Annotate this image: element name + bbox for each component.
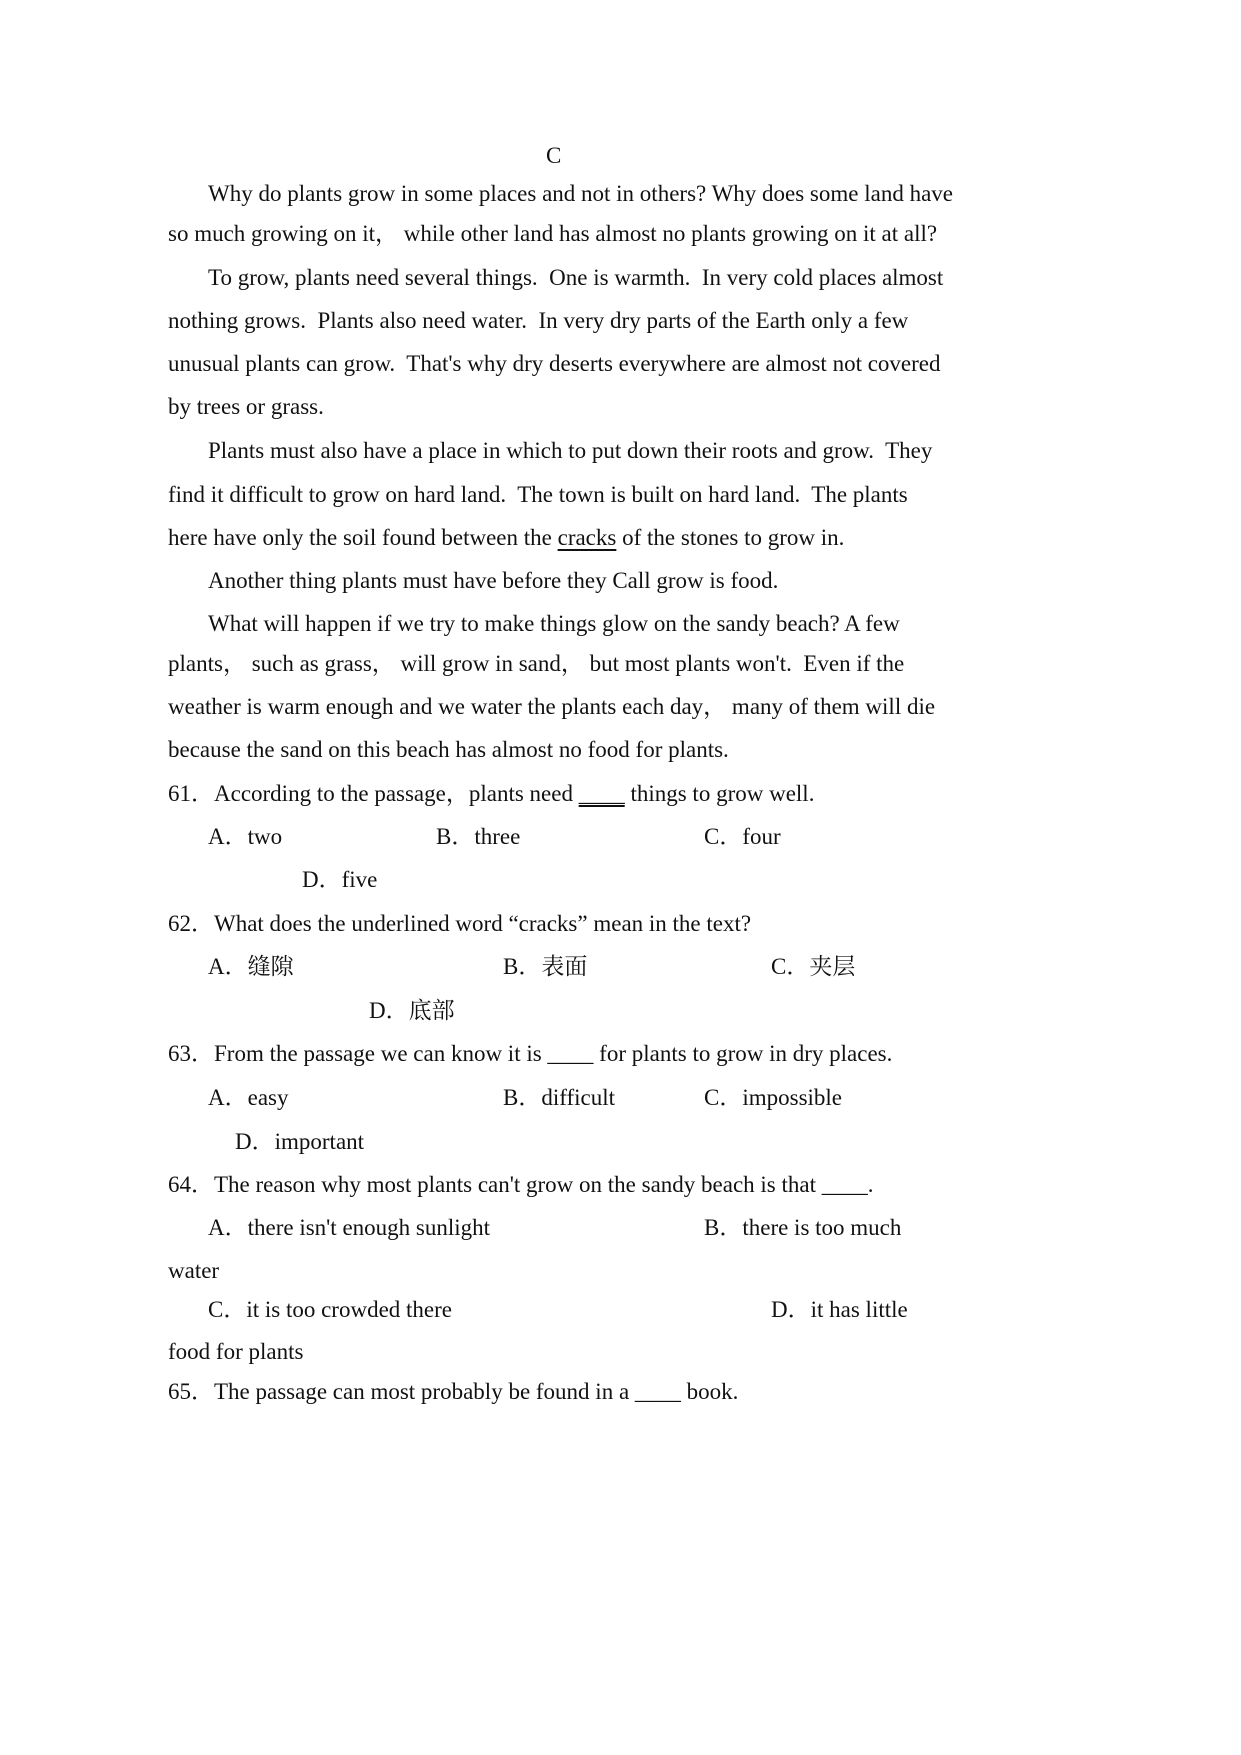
question-63-option-c: C．impossible: [704, 1085, 843, 1110]
passage-p1-line2: so much growing on it， while other land has almost no plants growing on it at all?: [168, 221, 938, 246]
question-61-blank: ____: [578, 781, 625, 806]
passage-p2-line1: To grow, plants need several things. One is warmth. In very cold places almost: [208, 265, 944, 290]
question-64-option-c: C．it is too crowded there: [208, 1297, 453, 1322]
passage-p3-line3-after: of the stones to grow in.: [616, 525, 845, 550]
question-64-option-d-cont: food for plants: [168, 1339, 304, 1364]
question-61-option-c: C．four: [704, 824, 781, 849]
question-61-option-a: A．two: [208, 824, 283, 849]
passage-p2-line2: nothing grows. Plants also need water. In very dry parts of the Earth only a few: [168, 308, 909, 333]
passage-p5-line3: weather is warm enough and we water the plants each day， many of them will die: [168, 694, 936, 719]
question-64-option-b-cont: water: [168, 1258, 220, 1283]
question-65-stem: 65．The passage can most probably be found in a ____ book.: [168, 1379, 739, 1404]
passage-p1-line1: Why do plants grow in some places and not in others? Why does some land have: [208, 181, 953, 206]
passage-p5-line2: plants， such as grass， will grow in sand， but most plants won't. Even if the: [168, 651, 905, 676]
question-62-option-b: B．表面: [503, 954, 588, 979]
question-62-option-a: A．缝隙: [208, 954, 294, 979]
question-64-option-d: D．it has little: [771, 1297, 908, 1322]
section-letter: C: [546, 143, 562, 168]
passage-p5-line1: What will happen if we try to make things glow on the sandy beach? A few: [208, 611, 900, 636]
passage-p3-line2: find it difficult to grow on hard land. The town is built on hard land. The plants: [168, 482, 908, 507]
question-61-option-b: B．three: [436, 824, 521, 849]
question-64-stem: 64．The reason why most plants can't grow on the sandy beach is that ____.: [168, 1172, 874, 1197]
passage-p3-line1: Plants must also have a place in which to put down their roots and grow. They: [208, 438, 933, 463]
question-63-stem: 63．From the passage we can know it is ____ for plants to grow in dry places.: [168, 1041, 893, 1066]
question-61-option-d: D．five: [302, 867, 378, 892]
question-64-option-b: B．there is too much: [704, 1215, 902, 1240]
question-61-stem: [168, 779, 814, 809]
passage-p5-line4: because the sand on this beach has almost no food for plants.: [168, 737, 729, 762]
underlined-word-cracks: cracks: [557, 525, 617, 550]
question-63-option-d: D．important: [235, 1129, 365, 1154]
question-63-option-b: B．difficult: [503, 1085, 616, 1110]
question-61-stem-after: things to grow well.: [624, 781, 815, 806]
passage-p2-line3: unusual plants can grow. That's why dry deserts everywhere are almost not covered: [168, 351, 941, 376]
question-61-stem-before: 61．According to the passage，plants need: [168, 781, 579, 806]
question-62-option-d: D．底部: [369, 998, 455, 1023]
passage-p3-line3-before: here have only the soil found between the: [168, 525, 558, 550]
question-64-option-a: A．there isn't enough sunlight: [208, 1215, 491, 1240]
question-63-option-a: A．easy: [208, 1085, 289, 1110]
question-62-stem: 62．What does the underlined word “cracks” mean in the text?: [168, 911, 752, 936]
passage-p3-line3: [168, 523, 844, 553]
question-62-option-c: C．夹层: [771, 954, 856, 979]
passage-p4-line1: Another thing plants must have before they Call grow is food.: [208, 568, 779, 593]
passage-p2-line4: by trees or grass.: [168, 394, 324, 419]
